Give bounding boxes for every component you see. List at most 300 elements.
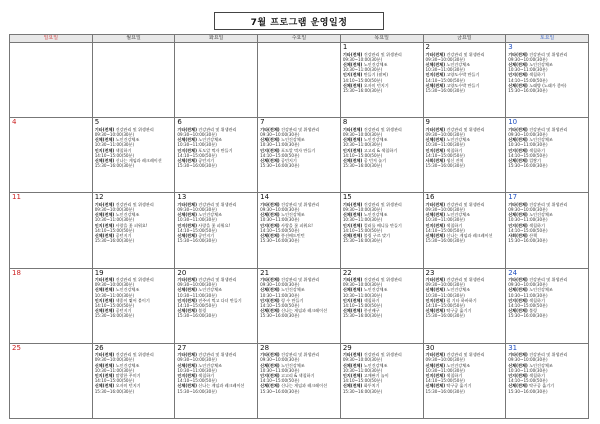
calendar-day-cell xyxy=(506,118,589,193)
event-category: 기타(전체) xyxy=(177,201,197,207)
event-time: 14:10~15:00(50분) xyxy=(508,77,548,83)
event-time: 15:30~16:00(30분) xyxy=(508,313,548,319)
event-name: 사랑을 꽃 피워요! xyxy=(198,222,231,228)
event-time: 09:30~10:00(30분) xyxy=(342,56,383,62)
event-name: 노인건강체조 xyxy=(446,362,471,368)
calendar-day-cell xyxy=(423,43,506,118)
weekday-header: 토요일 xyxy=(506,35,589,43)
day-number: 23 xyxy=(425,268,435,277)
event-time: 09:30~10:00(30분) xyxy=(94,207,135,213)
event-category: 신체(전체) xyxy=(177,308,197,314)
event-name: 건강관리 및 위생관리 xyxy=(529,126,568,132)
event-name: 오자미 던지기 xyxy=(363,82,389,88)
event-name: 산책 xyxy=(529,233,538,239)
calendar-day-cell xyxy=(10,43,93,118)
calendar-day-cell xyxy=(423,268,506,343)
event-category: 신체(전체) xyxy=(94,287,115,293)
event-time: 15:30~16:00(30분) xyxy=(177,313,217,319)
event-name: 건강관리 및 위생관리 xyxy=(115,277,154,283)
event-category: 기타(전체) xyxy=(177,277,197,283)
event-title xyxy=(177,383,255,388)
event-category: 인지(전체) xyxy=(342,147,363,153)
event-time: 14:10~15:00(50분) xyxy=(425,303,465,309)
weekday-header: 금요일 xyxy=(423,35,506,43)
event-time: 09:30~10:00(30분) xyxy=(508,207,548,213)
event-time: 14:10~15:00(50분) xyxy=(342,227,383,233)
event-time: 10:30~11:00(30분) xyxy=(425,292,465,298)
event-name: 건강관리 및 위생관리 xyxy=(115,352,154,358)
event-category: 기타(전체) xyxy=(508,126,528,132)
event-category: 인지(전체) xyxy=(508,373,528,379)
event-name: 건강관리 및 위생관리 xyxy=(115,201,154,207)
event-name: 색칠하기 xyxy=(529,72,545,78)
event-category: 신체(전체) xyxy=(94,362,115,368)
event-name: 색칠하기 xyxy=(198,373,215,379)
day-number: 1 xyxy=(342,43,348,51)
event-category: 사회(전체) xyxy=(508,233,528,239)
event-category: 인지(전체) xyxy=(425,222,446,228)
event-category: 신체(전체) xyxy=(508,157,528,163)
event-name: 고양도수박 만들기 xyxy=(446,82,480,88)
event-time: 15:30~16:00(30분) xyxy=(425,388,465,394)
calendar-day-cell xyxy=(10,343,93,418)
event-time: 10:30~11:00(30분) xyxy=(508,367,548,373)
event-category: 신체(전체) xyxy=(94,137,115,143)
event-category: 사회(전체) xyxy=(425,157,446,163)
calendar-week-row xyxy=(10,268,589,343)
event-time: 15:30~16:00(30분) xyxy=(94,163,135,169)
event-category: 신체(전체) xyxy=(342,233,363,239)
calendar-day-cell xyxy=(423,343,506,418)
event-category: 인지(전체) xyxy=(94,222,115,228)
event-category: 기타(전체) xyxy=(177,126,197,132)
calendar-week-row xyxy=(10,193,589,268)
day-number: 8 xyxy=(342,118,348,127)
event-name: 노인건강체조 xyxy=(280,137,305,143)
calendar-day-cell xyxy=(92,43,175,118)
event-name: 볼링 구르 맞기 xyxy=(363,233,391,239)
calendar-day-cell xyxy=(175,118,258,193)
event-time: 09:30~10:00(30분) xyxy=(177,282,217,288)
day-number: 20 xyxy=(177,268,187,277)
event-category: 인지(전체) xyxy=(260,222,280,228)
event-time: 10:30~11:00(30분) xyxy=(94,217,135,223)
event-category: 신체(전체) xyxy=(508,308,528,314)
event-time: 10:30~11:00(30분) xyxy=(342,217,383,223)
event-name: 건강관리 및 위생관리 xyxy=(280,126,320,132)
event-category: 신체(전체) xyxy=(425,308,446,314)
event-name: 볼링 xyxy=(529,308,538,314)
day-number: 21 xyxy=(260,268,270,277)
event-time: 10:30~11:00(30분) xyxy=(425,67,465,73)
calendar-day-cell xyxy=(423,193,506,268)
day-number: 12 xyxy=(94,193,104,202)
event-category: 신체(전체) xyxy=(260,157,280,163)
day-number: 28 xyxy=(260,343,270,352)
event-time: 10:30~11:00(30분) xyxy=(508,217,548,223)
calendar-day-cell xyxy=(175,268,258,343)
event-time: 14:10~15:00(50분) xyxy=(177,227,217,233)
event-name: 말랑한 꾸미기 xyxy=(115,373,141,379)
calendar-day-cell xyxy=(340,268,423,343)
calendar-week-row xyxy=(10,43,589,118)
day-number: 29 xyxy=(342,343,352,352)
event-time: 14:10~15:00(50분) xyxy=(260,378,300,384)
event-category: 신체(전체) xyxy=(260,308,280,314)
day-number: 14 xyxy=(260,193,270,202)
event-time: 14:10~15:00(50분) xyxy=(94,227,135,233)
event-time: 10:30~11:00(30분) xyxy=(425,142,465,148)
event-time: 14:10~15:00(50분) xyxy=(94,303,135,309)
event-category: 신체(전체) xyxy=(425,61,446,67)
event-name: 건강관리 및 위생관리 xyxy=(198,126,237,132)
event-time: 10:30~11:00(30분) xyxy=(508,292,548,298)
weekday-header: 일요일 xyxy=(10,35,93,43)
event-name: 노인건강체조 xyxy=(198,287,223,293)
event-category: 신체(전체) xyxy=(94,308,115,314)
event-time: 10:30~11:00(30분) xyxy=(94,367,135,373)
event-time: 09:30~10:00(30분) xyxy=(425,357,465,363)
calendar-week-row xyxy=(10,118,589,193)
event-time: 14:10~15:00(50분) xyxy=(94,152,135,158)
event-time: 10:30~11:00(30분) xyxy=(260,142,300,148)
event-category: 신체(전체) xyxy=(508,362,528,368)
event-name: 노인건강체조 xyxy=(446,61,471,67)
event-category: 기타(전체) xyxy=(425,277,446,283)
calendar-day-cell xyxy=(258,118,341,193)
event-name: 공던지기 xyxy=(198,157,215,163)
event-time: 10:30~11:00(30분) xyxy=(177,142,217,148)
event-time: 09:30~10:00(30분) xyxy=(177,131,217,137)
event-name: 노인건강체조 xyxy=(198,137,223,143)
event-time: 14:10~15:00(50분) xyxy=(177,152,217,158)
event-category: 기타(전체) xyxy=(425,201,446,207)
event-name: 고고리 & 색칠하기 xyxy=(280,373,315,379)
event-name: 건강관리 및 위생관리 xyxy=(280,201,320,207)
event-time: 15:30~16:00(30분) xyxy=(342,313,383,319)
event-category: 인지(전체) xyxy=(177,222,197,228)
event-category: 신체(전체) xyxy=(342,362,363,368)
event-category: 신체(전체) xyxy=(260,287,280,293)
day-number: 5 xyxy=(94,118,100,127)
event-category: 기타(전체) xyxy=(177,352,197,358)
event-name: 링 수 만들기 xyxy=(280,297,304,303)
event-time: 09:30~10:00(30분) xyxy=(508,131,548,137)
event-name: 생신 잔치 xyxy=(446,157,464,163)
event-name: 컬러를 배니를 만들기 xyxy=(363,222,402,228)
day-number: 9 xyxy=(425,118,430,127)
event-category: 신체(전체) xyxy=(425,137,446,143)
event-category: 신체(전체) xyxy=(177,157,197,163)
event-time: 14:10~15:00(50분) xyxy=(342,77,383,83)
event-category: 인지(전체) xyxy=(94,147,115,153)
event-time: 14:10~15:00(50분) xyxy=(425,378,465,384)
event-name: 건강관리 및 위생관리 xyxy=(198,352,237,358)
event-name: 노인건강체조 xyxy=(446,212,471,218)
event-time: 09:30~10:00(30분) xyxy=(260,357,300,363)
event-name: 만들기 (팔찌) xyxy=(363,72,388,78)
event-name: 건강관리 및 위생관리 xyxy=(446,352,485,358)
event-time: 10:30~11:00(30분) xyxy=(425,217,465,223)
event-time: 10:30~11:00(30분) xyxy=(342,292,383,298)
event-category: 인지(전체) xyxy=(425,147,446,153)
event-category: 기타(전체) xyxy=(425,352,446,358)
event-time: 15:30~16:00(30분) xyxy=(508,388,548,394)
calendar-day-cell xyxy=(258,268,341,343)
event-time: 10:30~11:00(30분) xyxy=(94,142,135,148)
day-number: 26 xyxy=(94,343,104,352)
event-name: 신나는 게임과 레크레이션 xyxy=(280,308,328,314)
event-category: 신체(전체) xyxy=(342,287,363,293)
event-name: 노인건강체조 xyxy=(115,287,140,293)
day-number: 30 xyxy=(425,343,435,352)
event-name: 포도알 먹자 만들기 xyxy=(198,147,233,153)
event-name: 노인건강체조 xyxy=(363,287,388,293)
calendar-week-row xyxy=(10,343,589,418)
day-number: 4 xyxy=(12,118,17,127)
day-number: 24 xyxy=(508,268,518,277)
event-category: 기타(전체) xyxy=(94,201,115,207)
event-category: 신체(전체) xyxy=(260,137,280,143)
event-name: 공던지기 xyxy=(198,233,215,239)
event-name: 노인건강체조 xyxy=(363,212,388,218)
event-time: 09:30~10:00(30분) xyxy=(342,131,383,137)
event-time: 09:30~10:00(30분) xyxy=(260,131,300,137)
calendar-day-cell xyxy=(506,343,589,418)
event-name: 볼링 xyxy=(198,308,207,314)
event-category: 기타(전체) xyxy=(342,126,363,132)
event-time: 09:30~10:00(30분) xyxy=(94,357,135,363)
event-time: 15:30~16:00(30분) xyxy=(177,238,217,244)
day-number: 7 xyxy=(260,118,265,127)
event-category: 신체(전체) xyxy=(508,287,528,293)
event-time: 10:30~11:00(30분) xyxy=(260,367,300,373)
event-time: 14:10~15:00(50분) xyxy=(260,227,300,233)
event-name: 노인건강체조 xyxy=(529,287,553,293)
event-time: 10:30~11:00(30분) xyxy=(342,142,383,148)
event-time: 10:30~11:00(30분) xyxy=(342,67,383,73)
event-time: 10:30~11:00(30분) xyxy=(425,367,465,373)
event-time: 15:30~16:00(30분) xyxy=(342,388,383,394)
calendar-day-cell xyxy=(340,343,423,418)
calendar-day-cell xyxy=(258,343,341,418)
event-time: 15:30~16:00(30분) xyxy=(508,163,548,169)
event-category: 기타(전체) xyxy=(260,352,280,358)
calendar-day-cell xyxy=(92,118,175,193)
event-time: 09:30~10:00(30분) xyxy=(260,207,300,213)
event-time: 09:30~10:00(30분) xyxy=(342,282,383,288)
event-category: 신체(전체) xyxy=(177,212,197,218)
event-name: 공던지기 xyxy=(115,233,132,239)
event-name: 건강관리 및 위생관리 xyxy=(529,51,568,57)
event-category: 기타(전체) xyxy=(342,277,363,283)
event-category: 인지(전체) xyxy=(342,297,363,303)
calendar-day-cell xyxy=(340,43,423,118)
event-time: 09:30~10:00(30분) xyxy=(425,207,465,213)
day-number: 17 xyxy=(508,193,518,202)
event-category: 신체(전체) xyxy=(425,212,446,218)
event-name: 탁구공 옮기기 xyxy=(529,383,555,389)
event-category: 인지(전체) xyxy=(177,147,197,153)
event-name: 노인건강체조 xyxy=(115,212,140,218)
event-name: 노인건강체조 xyxy=(446,137,471,143)
event-category: 기타(전체) xyxy=(94,126,115,132)
event-time: 09:30~10:00(30분) xyxy=(94,131,135,137)
day-number: 13 xyxy=(177,193,187,202)
event-category: 신체(전체) xyxy=(508,383,528,389)
event-name: 건강관리 및 위생관리 xyxy=(280,352,320,358)
event-name: 노인건강체조 xyxy=(198,362,223,368)
event-category: 인지(전체) xyxy=(342,373,363,379)
weekday-header: 화요일 xyxy=(175,35,258,43)
event-time: 10:30~11:00(30분) xyxy=(260,292,300,298)
event-name: 고깨판기 놀이 xyxy=(363,373,389,379)
event-category: 신체(전체) xyxy=(177,137,197,143)
day-number: 25 xyxy=(12,343,21,352)
event-name: 풍선배구 xyxy=(363,308,380,314)
event-category: 인지(전체) xyxy=(508,222,528,228)
calendar-day-cell xyxy=(10,118,93,193)
weekday-header: 월요일 xyxy=(92,35,175,43)
event-category: 기타(전체) xyxy=(425,126,446,132)
event-time: 15:30~16:00(30분) xyxy=(177,388,217,394)
event-name: 신나는 게임과 레크레이션 xyxy=(115,157,162,163)
event-name: 건강관리 및 위생관리 xyxy=(115,126,154,132)
event-category: 신체(전체) xyxy=(508,82,528,88)
day-number: 27 xyxy=(177,343,187,352)
event-name: 포도알 먹자 만들기 xyxy=(280,147,316,153)
event-time: 09:30~10:00(30분) xyxy=(425,282,465,288)
event-name: 건강관리 및 위생관리 xyxy=(529,277,568,283)
event-name: 노인건강체조 xyxy=(280,212,305,218)
event-time: 10:30~11:00(30분) xyxy=(508,142,548,148)
event-category: 신체(전체) xyxy=(342,383,363,389)
event-category: 신체(전체) xyxy=(177,287,197,293)
event-time: 14:10~15:00(50분) xyxy=(177,378,217,384)
event-category: 신체(전체) xyxy=(425,82,446,88)
event-name: 탁구공 옮기기 xyxy=(446,308,472,314)
event-name: 노인건강체조 xyxy=(115,362,140,368)
page-title: 7월 프로그램 운영일정 xyxy=(214,12,384,30)
event-time: 14:10~15:00(50분) xyxy=(342,378,383,384)
event-name: 화투치기 xyxy=(363,383,380,389)
event-category: 신체(전체) xyxy=(342,137,363,143)
event-category: 기타(전체) xyxy=(342,51,363,57)
day-number: 19 xyxy=(94,268,104,277)
event-time: 15:30~16:00(30분) xyxy=(260,163,300,169)
event-time: 10:30~11:00(30분) xyxy=(260,217,300,223)
event-name: 노인건강체조 xyxy=(363,362,388,368)
event-name: 색칠하기 xyxy=(529,373,545,379)
day-number: 11 xyxy=(12,193,21,202)
event-category: 기타(전체) xyxy=(425,51,446,57)
event-name: 건강관리 및 위생관리 xyxy=(363,277,402,283)
event-time: 15:30~16:00(30분) xyxy=(260,238,300,244)
event-category: 신체(전체) xyxy=(177,362,197,368)
calendar-day-cell xyxy=(340,118,423,193)
event-title xyxy=(260,383,338,388)
event-time: 09:30~10:00(30분) xyxy=(508,357,548,363)
event-category: 신체(전체) xyxy=(94,157,115,163)
event-name: 노래방 (노래가 좋아) xyxy=(529,82,567,88)
calendar-table xyxy=(9,34,589,419)
day-number: 10 xyxy=(508,118,518,127)
event-name: 색칠하기 xyxy=(446,222,463,228)
event-category: 신체(전체) xyxy=(342,157,363,163)
event-time: 14:10~15:00(50분) xyxy=(425,227,465,233)
weekday-header: 수요일 xyxy=(258,35,341,43)
calendar-day-cell xyxy=(175,343,258,418)
event-time: 15:30~16:00(30분) xyxy=(94,238,135,244)
event-name: 노인건강체조 xyxy=(198,212,223,218)
event-time: 15:30~16:00(30분) xyxy=(425,163,465,169)
event-name: 노인건강체조 xyxy=(446,287,471,293)
calendar-day-cell xyxy=(506,43,589,118)
event-category: 기타(전체) xyxy=(508,277,528,283)
event-category: 기타(전체) xyxy=(94,352,115,358)
event-name: 색칠하기 xyxy=(529,222,545,228)
event-name: 색칠하기 xyxy=(446,373,463,379)
event-time: 09:30~10:00(30분) xyxy=(508,56,548,62)
event-name: 건강관리 및 위생관리 xyxy=(198,201,237,207)
event-name: 노인건강체조 xyxy=(529,137,553,143)
event-name: 건강관리 및 위생관리 xyxy=(363,352,402,358)
day-number: 15 xyxy=(342,193,352,202)
calendar-day-cell xyxy=(10,193,93,268)
event-category: 인지(전체) xyxy=(342,222,363,228)
event-name: 노인건강체조 xyxy=(363,137,388,143)
event-category: 신체(전체) xyxy=(260,212,280,218)
event-time: 09:30~10:00(30분) xyxy=(260,282,300,288)
event-name: 고양도수박 만들기 xyxy=(446,72,480,78)
event-name: 건강관리 및 위생관리 xyxy=(363,126,402,132)
event-time: 14:10~15:00(50분) xyxy=(508,227,548,233)
event-time: 15:30~16:00(30분) xyxy=(425,313,465,319)
event-category: 기타(전체) xyxy=(508,201,528,207)
event-name: 사랑을 꽃 피워요! xyxy=(280,222,313,228)
weekday-header-row xyxy=(10,35,589,43)
day-number: 3 xyxy=(508,43,513,51)
event-category: 기타(전체) xyxy=(342,352,363,358)
day-number: 31 xyxy=(508,343,518,352)
event-name: 색칠하기 xyxy=(363,297,380,303)
event-category: 신체(전체) xyxy=(94,212,115,218)
event-time: 14:10~15:00(50분) xyxy=(260,303,300,309)
event-category: 인지(전체) xyxy=(260,297,280,303)
event-name: 전주비 먹고 다녀 만들기 xyxy=(198,297,242,303)
calendar-day-cell xyxy=(258,193,341,268)
event-name: 공던지기 xyxy=(115,308,132,314)
event-category: 기타(전체) xyxy=(260,277,280,283)
event-name: 건강관리 및 위생관리 xyxy=(280,277,320,283)
event-category: 신체(전체) xyxy=(425,362,446,368)
event-time: 10:30~11:00(30분) xyxy=(508,67,548,73)
event-category: 인지(전체) xyxy=(508,147,528,153)
event-time: 15:30~16:00(30분) xyxy=(94,388,135,394)
event-time: 15:30~16:00(30분) xyxy=(508,238,548,244)
event-category: 신체(전체) xyxy=(425,383,446,389)
calendar-day-cell xyxy=(506,268,589,343)
calendar-day-cell xyxy=(258,43,341,118)
event-name: 건강관리 및 위생관리 xyxy=(363,201,402,207)
event-name: 건강관리 및 위생관리 xyxy=(446,126,485,132)
day-number: 22 xyxy=(342,268,352,277)
day-number: 2 xyxy=(425,43,430,51)
event-name: 노인건강체조 xyxy=(529,212,553,218)
calendar-day-cell xyxy=(92,268,175,343)
event-time: 10:30~11:00(30분) xyxy=(94,292,135,298)
event-time: 09:30~10:00(30분) xyxy=(342,357,383,363)
